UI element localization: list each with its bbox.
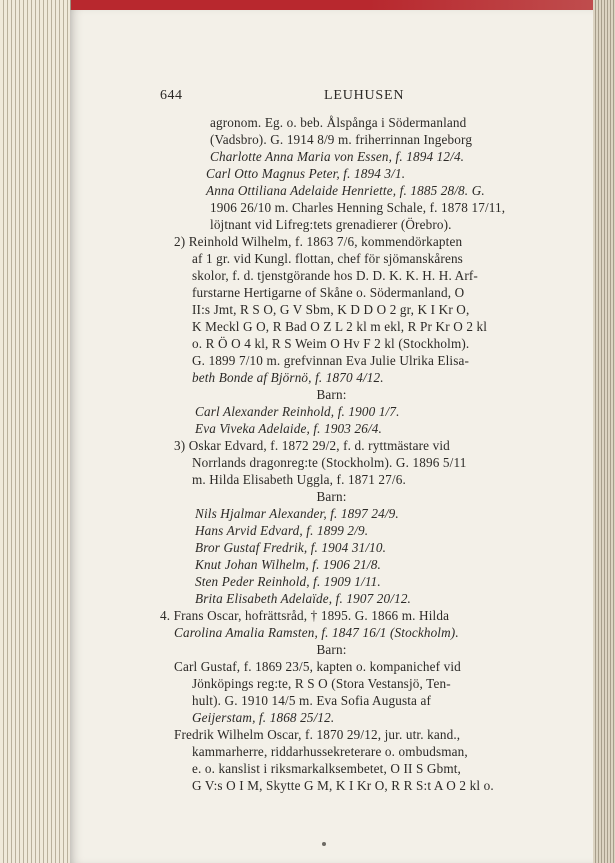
text-line: skolor, f. d. tjenstgörande hos D. D. K. K. H. H. Arf- [192, 268, 478, 283]
text-line: Carl Alexander Reinhold, f. 1900 1/7. [195, 404, 400, 419]
text-line: Brita Elisabeth Adelaïde, f. 1907 20/12. [195, 591, 412, 606]
text-line: af 1 gr. vid Kungl. flottan, chef för sjömanskårens [192, 251, 463, 266]
text-line: o. R Ö O 4 kl, R S Weim O Hv F 2 kl (Stockholm). [192, 336, 470, 351]
children-heading: Barn: [316, 489, 347, 504]
text-line: m. Hilda Elisabeth Uggla, f. 1871 27/6. [192, 472, 406, 487]
text-line: 2) Reinhold Wilhelm, f. 1863 7/6, kommendörkapten [174, 234, 463, 249]
text-line: agronom. Eg. o. beb. Ålspånga i Södermanland [210, 115, 467, 130]
text-line: K Meckl G O, R Bad O Z L 2 kl m ekl, R Pr Kr O 2 kl [192, 319, 488, 334]
text-line: e. o. kanslist i riksmarkalksembetet, O II S Gbmt, [192, 761, 462, 776]
children-heading: Barn: [316, 642, 347, 657]
text-line: kammarherre, riddarhussekreterare o. ombudsman, [192, 744, 468, 759]
text-line: Hans Arvid Edvard, f. 1899 2/9. [195, 523, 369, 538]
page-header [70, 88, 593, 108]
text-line: II:s Jmt, R S O, G V Sbm, K D D O 2 gr, K I Kr O, [192, 302, 470, 317]
text-line: löjtnant vid Lifreg:tets grenadierer (Örebro). [210, 217, 452, 232]
book-page [70, 10, 593, 863]
text-line: hult). G. 1910 14/5 m. Eva Sofia Augusta af [192, 693, 432, 708]
text-line: beth Bonde af Björnö, f. 1870 4/12. [192, 370, 384, 385]
text-line: Nils Hjalmar Alexander, f. 1897 24/9. [195, 506, 399, 521]
text-line: Jönköpings reg:te, R S O (Stora Vestansjö, Ten- [192, 676, 451, 691]
text-line: 4. Frans Oscar, hofrättsråd, † 1895. G. 1866 m. Hilda [160, 608, 450, 623]
book-page-edges-right [593, 0, 615, 863]
text-line: Charlotte Anna Maria von Essen, f. 1894 12/4. [210, 149, 465, 164]
page-number: 644 [160, 88, 183, 103]
text-line: G. 1899 7/10 m. grefvinnan Eva Julie Ulrika Elisa- [192, 353, 470, 368]
text-line: Eva Viveka Adelaide, f. 1903 26/4. [195, 421, 382, 436]
text-line: furstarne Hertigarne of Skåne o. Södermanland, O [192, 285, 465, 300]
text-line: Knut Johan Wilhelm, f. 1906 21/8. [195, 557, 381, 572]
text-line: Fredrik Wilhelm Oscar, f. 1870 29/12, jur. utr. kand., [174, 727, 461, 742]
text-line: G V:s O I M, Skytte G M, K I Kr O, R R S:t A O 2 kl o. [192, 778, 494, 793]
book-page-edges-left [0, 0, 71, 863]
text-line: 3) Oskar Edvard, f. 1872 29/2, f. d. ryttmästare vid [174, 438, 450, 453]
text-line: Carolina Amalia Ramsten, f. 1847 16/1 (Stockholm). [174, 625, 459, 640]
text-line: Bror Gustaf Fredrik, f. 1904 31/10. [195, 540, 387, 555]
book-edge-top [0, 0, 615, 10]
print-dot [322, 842, 326, 846]
text-line: Carl Gustaf, f. 1869 23/5, kapten o. kompanichef vid [174, 659, 461, 674]
text-line: Norrlands dragonreg:te (Stockholm). G. 1896 5/11 [192, 455, 467, 470]
text-line: Carl Otto Magnus Peter, f. 1894 3/1. [206, 166, 406, 181]
text-line: Geijerstam, f. 1868 25/12. [192, 710, 335, 725]
text-line: Sten Peder Reinhold, f. 1909 1/11. [195, 574, 381, 589]
text-line: (Vadsbro). G. 1914 8/9 m. friherrinnan Ingeborg [210, 132, 473, 147]
running-title: LEUHUSEN [324, 88, 405, 103]
text-line: Anna Ottiliana Adelaide Henriette, f. 1885 28/8. G. [206, 183, 485, 198]
children-heading: Barn: [316, 387, 347, 402]
text-line: 1906 26/10 m. Charles Henning Schale, f. 1878 17/11, [210, 200, 506, 215]
